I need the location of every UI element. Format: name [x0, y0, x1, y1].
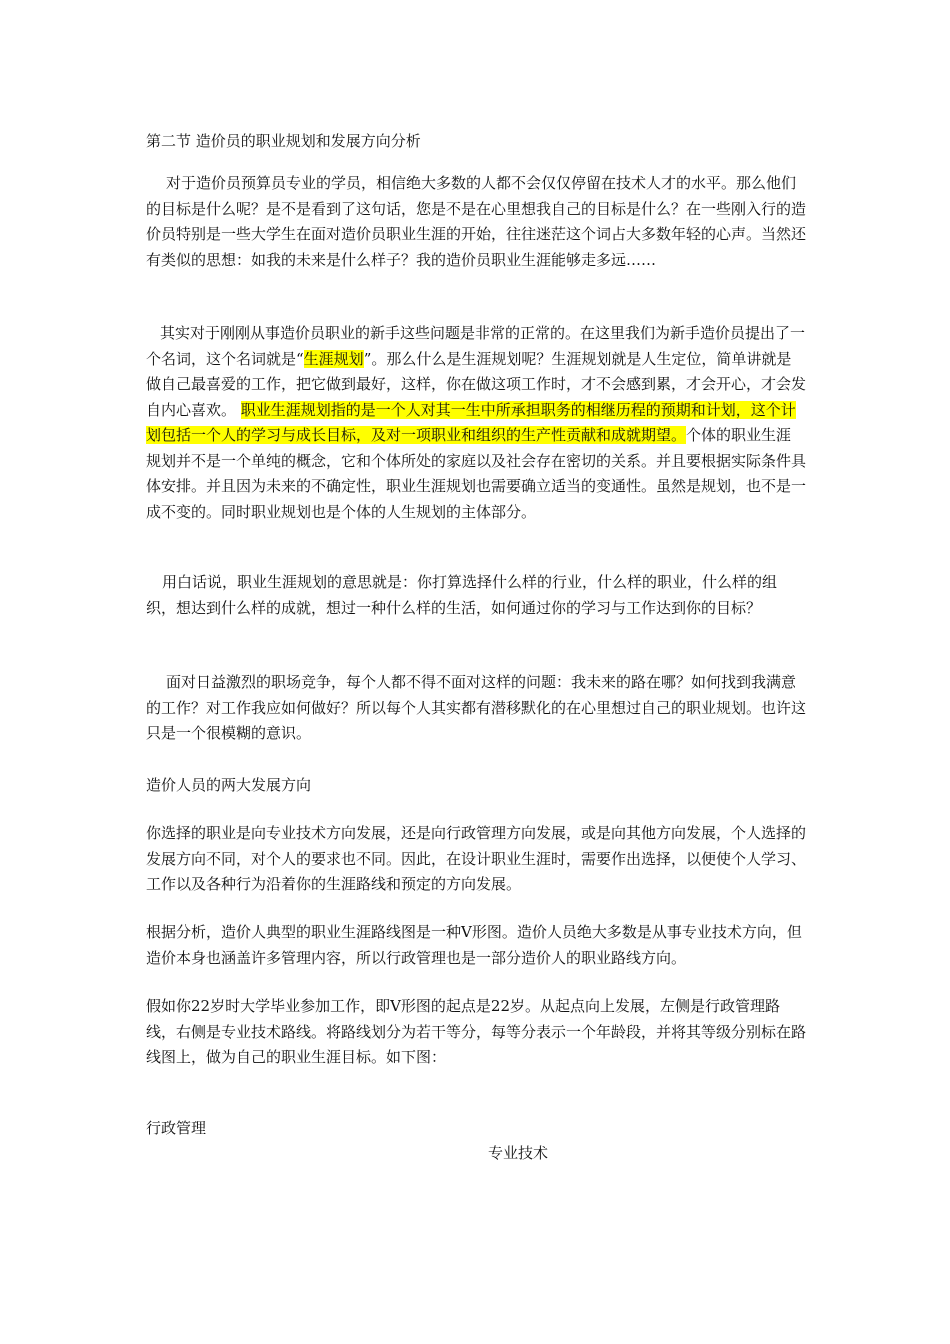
paragraph-career-planning — [146, 321, 806, 525]
paragraph-example: 假如你22岁时大学毕业参加工作，即V形图的起点是22岁。从起点向上发展，左侧是行政管理路线，右侧是专业技术路线。将路线划分为若干等分，每等分表示一个年龄段，并将其等级分别标在路线图上，做为自己的职业生涯目标。如下图： — [146, 997, 807, 1066]
highlight-career-planning-definition: 职业生涯规划指的是一个人对其一生中所承担职务的相继历程的预期和计划，这个计划包括一个人的学习与成长目标，及对一项职业和组织的生产性贡献和成就期望。 — [146, 400, 796, 444]
highlight-career-planning-term: 生涯规划 — [303, 349, 364, 368]
p2-text-3: 个体的职业生涯规划并不是一个单纯的概念，它和个体所处的家庭以及社会存在密切的关系。并且要根据实际条件具体安排。并且因为未来的不确定性，职业生涯规划也需要确立适当的变通性。虽然是规划，也不是一成不变的。同时职业规划也是个体的人生规划的主体部分。 — [146, 426, 807, 521]
paragraph-direction-choice: 你选择的职业是向专业技术方向发展，还是向行政管理方向发展，或是向其他方向发展，个人选择的发展方向不同，对个人的要求也不同。因此，在设计职业生涯时，需要作出选择，以便使个人学习、工作以及各种行为沿着你的生涯路线和预定的方向发展。 — [146, 824, 807, 893]
diagram-label-admin: 行政管理 — [146, 1119, 207, 1137]
paragraph-plain-explanation: 用白话说，职业生涯规划的意思就是：你打算选择什么样的行业，什么样的职业，什么样的组织，想达到什么样的成就，想过一种什么样的生活，如何通过你的学习与工作达到你的目标？ — [146, 573, 778, 617]
p2-text-1: 其实对于刚刚从事造价员职业的新手这些问题是非常的正常的。在这里我们为新手造价员提出了一个名词，这个名词就是“ — [146, 324, 806, 368]
paragraph-v-shape: 根据分析，造价人典型的职业生涯路线图是一种V形图。造价人员绝大多数是从事专业技术方向，但造价本身也涵盖许多管理内容，所以行政管理也是一部分造价人的职业路线方向。 — [146, 923, 802, 967]
subsection-title: 造价人员的两大发展方向 — [146, 776, 312, 794]
diagram-label-tech: 专业技术 — [488, 1144, 549, 1162]
paragraph-intro: 对于造价员预算员专业的学员，相信绝大多数的人都不会仅仅停留在技术人才的水平。那么他们的目标是什么呢？是不是看到了这句话，您是不是在心里想我自己的目标是什么？在一些刚入行的造价员特别是一些大学生在面对造价员职业生涯的开始，往往迷茫这个词占大多数年轻的心声。当然还有类似的思想：如我的未来是什么样子？我的造价员职业生涯能够走多远…… — [146, 174, 807, 269]
paragraph-competition: 面对日益激烈的职场竞争，每个人都不得不面对这样的问题：我未来的路在哪？如何找到我满意的工作？对工作我应如何做好？所以每个人其实都有潜移默化的在心里想过自己的职业规划。也许这只是一个很模糊的意识。 — [146, 673, 807, 742]
p2-text-2: ”。那么什么是生涯规划呢？生涯规划就是人生定位，简单讲就是做自己最喜爱的工作，把它做到最好，这样，你在做这项工作时，才不会感到累，才会开心，才会发自内心喜欢。 — [146, 349, 807, 419]
section-title: 第二节 造价员的职业规划和发展方向分析 — [146, 132, 421, 150]
